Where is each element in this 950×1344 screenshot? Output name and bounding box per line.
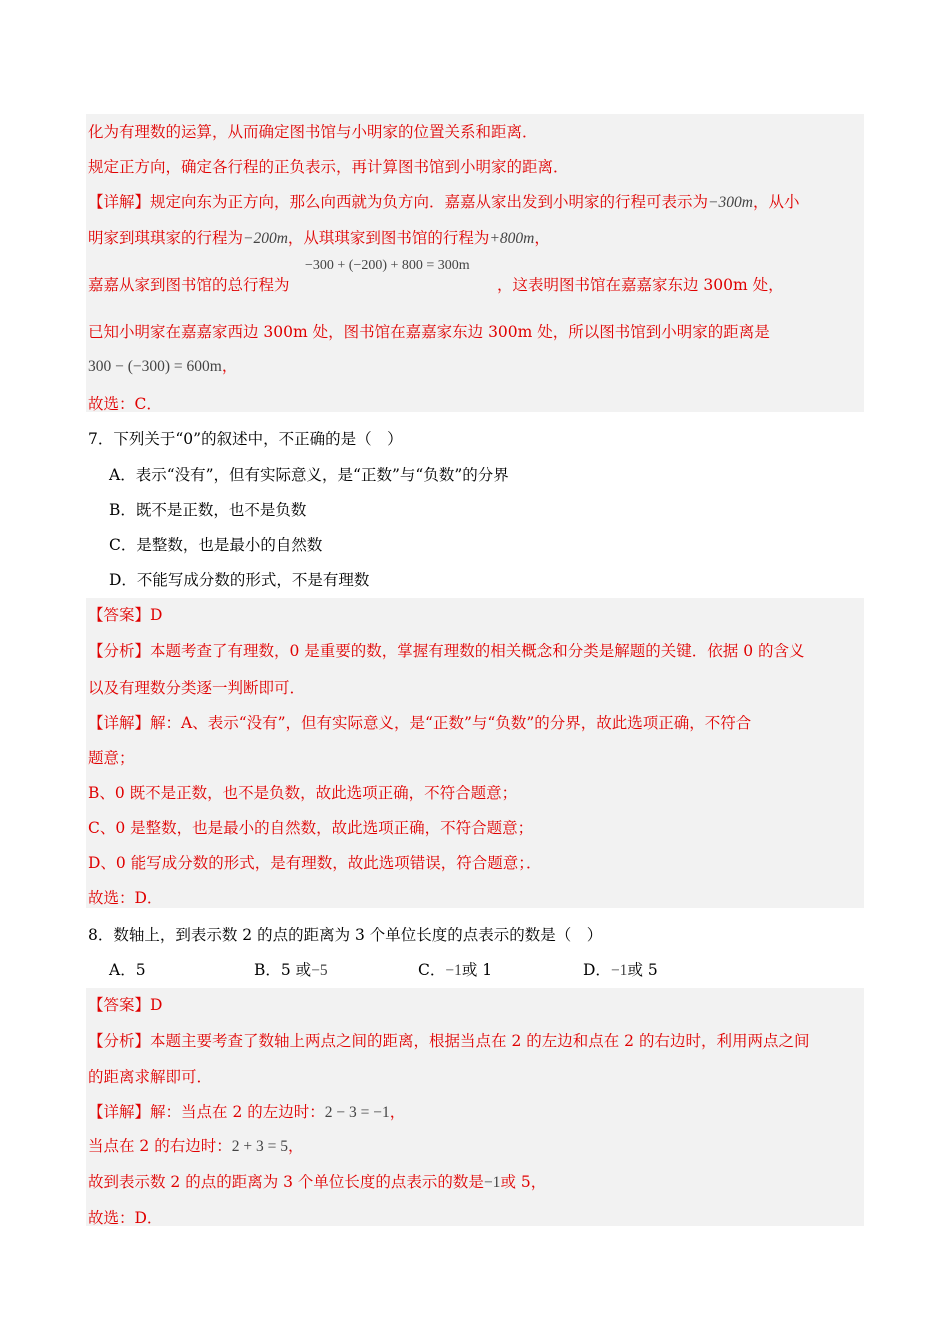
question-stem: 8．数轴上，到表示数 2 的点的距离为 3 个单位长度的点表示的数是（ ） [88, 926, 603, 944]
answer-tag: 【答案】 [88, 606, 151, 624]
option-b [254, 958, 328, 980]
option-d: D．不能写成分数的形式，不是有理数 [109, 571, 370, 589]
detail-line: C、0 是整数，也是最小的自然数，故此选项正确，不符合题意； [88, 819, 534, 837]
choose-line: 故选：D． [88, 889, 163, 907]
math-expression: −1 [483, 1174, 501, 1191]
option-c: C．是整数，也是最小的自然数 [109, 536, 323, 554]
detail-line [88, 1100, 405, 1122]
answer-value: D [150, 606, 163, 624]
detail-line [88, 354, 237, 376]
detail-tag: 【详解】 [88, 193, 151, 211]
analysis-line: 的距离求解即可． [88, 1068, 213, 1086]
detail-text: 解：A、表示“没有”，但有实际意义，是“正数”与“负数”的分界，故此选项正确，不符合 [150, 714, 752, 732]
question-stem: 7．下列关于“0”的叙述中，不正确的是（ ） [88, 430, 403, 448]
detail-text: 故到表示数 2 的点的距离为 3 个单位长度的点表示的数是 [88, 1173, 484, 1191]
option-c [418, 958, 492, 980]
analysis-line [88, 639, 805, 661]
analysis-line: 以及有理数分类逐一判断即可． [88, 679, 306, 697]
choose-line: 故选：C． [88, 395, 162, 413]
math-expression: −300 + (−200) + 800 = 300m [305, 258, 470, 273]
analysis-text: 本题主要考查了数轴上两点之间的距离，根据当点在 2 的左边和点在 2 的右边时，利用两点之间 [150, 1032, 810, 1050]
detail-line [88, 190, 799, 212]
option-d [583, 958, 658, 980]
detail-text: 或 5， [500, 1173, 547, 1191]
option-b: B．既不是正数，也不是负数 [109, 501, 307, 519]
option-text: D． [583, 961, 611, 979]
detail-text: ， [389, 1103, 406, 1121]
answer-tag: 【答案】 [88, 996, 151, 1014]
detail-text: 明家到琪琪家的行程为 [88, 229, 244, 247]
analysis-tag: 【分析】 [88, 642, 151, 660]
math-expression: −1 [610, 962, 628, 979]
detail-line: D、0 能写成分数的形式，是有理数，故此选项错误，符合题意；． [88, 854, 542, 872]
analysis-tag: 【分析】 [88, 1032, 151, 1050]
option-text: B．5 或 [254, 961, 312, 979]
detail-line [88, 1170, 546, 1192]
option-text: 或 1 [461, 961, 493, 979]
detail-line [88, 226, 550, 248]
analysis-line: 规定正方向，确定各行程的正负表示，再计算图书馆到小明家的距离． [88, 158, 569, 176]
detail-text: 解：当点在 2 的左边时： [150, 1103, 325, 1121]
math-expression: 2 − 3 = −1 [324, 1104, 390, 1121]
detail-line: B、0 既不是正数，也不是负数，故此选项正确，不符合题意； [88, 784, 518, 802]
analysis-line: 化为有理数的运算，从而确定图书馆与小明家的位置关系和距离． [88, 123, 538, 141]
math-expression: −5 [311, 962, 328, 979]
answer-line [88, 993, 162, 1015]
detail-line [88, 711, 751, 733]
option-a: A．表示“没有”，但有实际意义，是“正数”与“负数”的分界 [109, 466, 509, 484]
math-expression: +800m [489, 230, 535, 247]
math-expression: 300 − (−300) = 600m [88, 358, 222, 375]
answer-line [88, 603, 162, 625]
math-expression: −200m [243, 230, 288, 247]
detail-line [88, 1134, 303, 1156]
option-a: A．5 [109, 961, 146, 979]
detail-tag: 【详解】 [88, 1103, 151, 1121]
math-expression: 2 + 3 = 5 [231, 1138, 288, 1155]
detail-text: 当点在 2 的右边时： [88, 1137, 232, 1155]
option-text: 或 5 [627, 961, 658, 979]
analysis-text: 本题考查了有理数，0 是重要的数，掌握有理数的相关概念和分类是解题的关键．依据 0 的含义 [150, 642, 805, 660]
detail-line: 题意； [88, 749, 135, 767]
detail-line: 嘉嘉从家到图书馆的总行程为 [88, 276, 290, 294]
option-text: C． [418, 961, 446, 979]
analysis-line [88, 1029, 809, 1051]
detail-text: ， [534, 229, 550, 247]
math-expression: −300m [708, 194, 753, 211]
math-expression: −1 [445, 962, 462, 979]
detail-text: ， [221, 357, 238, 375]
detail-tag: 【详解】 [88, 714, 151, 732]
detail-text: ， [287, 1137, 304, 1155]
detail-text: ，从琪琪家到图书馆的行程为 [287, 229, 490, 247]
choose-line: 故选：D． [88, 1209, 163, 1227]
detail-text: 规定向东为正方向，那么向西就为负方向．嘉嘉从家出发到小明家的行程可表示为 [150, 193, 709, 211]
detail-line: ，这表明图书馆在嘉嘉家东边 300m 处， [497, 276, 784, 294]
answer-value: D [150, 996, 163, 1014]
detail-line: 已知小明家在嘉嘉家西边 300m 处，图书馆在嘉嘉家东边 300m 处，所以图书馆到小明家的距离是 [88, 323, 770, 341]
detail-text: ，从小 [752, 193, 800, 211]
